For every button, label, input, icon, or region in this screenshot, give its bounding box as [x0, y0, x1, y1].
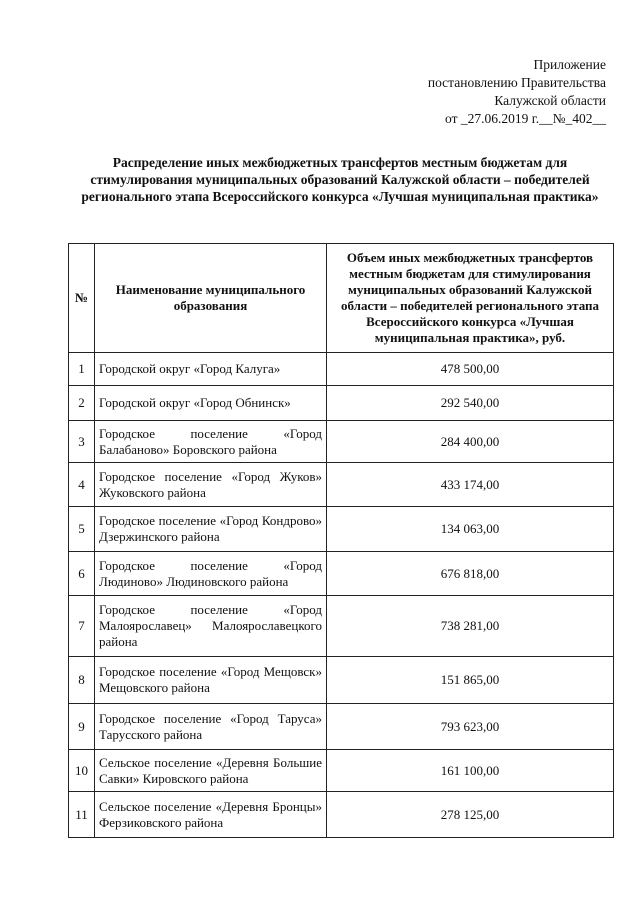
table-row: [69, 552, 614, 596]
row-amount: 676 818,00: [327, 552, 614, 596]
row-name: Городской округ «Город Обнинск»: [95, 386, 327, 421]
row-name: Сельское поселение «Деревня Бронцы» Ферзиковского района: [95, 792, 327, 838]
row-number: 9: [69, 704, 95, 750]
row-number: 11: [69, 792, 95, 838]
row-amount: 134 063,00: [327, 507, 614, 552]
table-header-row: [69, 244, 614, 353]
row-amount: 738 281,00: [327, 596, 614, 657]
row-amount: 478 500,00: [327, 353, 614, 386]
header-amount: Объем иных межбюджетных трансфертов местным бюджетам для стимулирования муниципальных образований Калужской области – победителей регионального этапа Всероссийского конкурса «Лучшая муниципальная практика», руб.: [327, 244, 614, 353]
table-row: [69, 750, 614, 792]
table-row: [69, 421, 614, 463]
appendix-line-2: постановлению Правительства: [427, 75, 606, 90]
row-number: 4: [69, 463, 95, 507]
row-name: Городское поселение «Город Кондрово» Дзержинского района: [95, 507, 327, 552]
row-amount: 284 400,00: [327, 421, 614, 463]
row-name: Городское поселение «Город Мещовск» Мещовского района: [95, 657, 327, 704]
row-name: Сельское поселение «Деревня Большие Савки» Кировского района: [95, 750, 327, 792]
row-number: 3: [69, 421, 95, 463]
row-number: 8: [69, 657, 95, 704]
table-row: [69, 463, 614, 507]
row-name: Городское поселение «Город Балабаново» Боровского района: [95, 421, 327, 463]
table-row: [69, 657, 614, 704]
appendix-line-4: от _27.06.2019 г.__№_402__: [445, 111, 606, 126]
table-row: [69, 507, 614, 552]
table-row: [69, 792, 614, 838]
row-number: 5: [69, 507, 95, 552]
appendix-header: [428, 56, 606, 128]
row-name: Городское поселение «Город Малоярославец» Малоярославецкого района: [95, 596, 327, 657]
row-amount: 151 865,00: [327, 657, 614, 704]
table-row: [69, 353, 614, 386]
row-number: 6: [69, 552, 95, 596]
table-row: [69, 386, 614, 421]
row-amount: 292 540,00: [327, 386, 614, 421]
row-name: Городской округ «Город Калуга»: [95, 353, 327, 386]
appendix-line-1: Приложение: [533, 57, 606, 72]
row-amount: 793 623,00: [327, 704, 614, 750]
row-amount: 161 100,00: [327, 750, 614, 792]
header-name: Наименование муниципального образования: [95, 244, 327, 353]
row-number: 10: [69, 750, 95, 792]
header-number: №: [69, 244, 95, 353]
appendix-line-3: Калужской области: [494, 93, 606, 108]
row-number: 1: [69, 353, 95, 386]
distribution-table: [68, 243, 614, 838]
row-number: 2: [69, 386, 95, 421]
row-number: 7: [69, 596, 95, 657]
table-row: [69, 704, 614, 750]
row-name: Городское поселение «Город Таруса» Тарусского района: [95, 704, 327, 750]
document-title: Распределение иных межбюджетных трансфертов местным бюджетам для стимулирования муниципальных образований Калужской области – победителей регионального этапа Всероссийского конкурса «Лучшая муниципальная практика»: [81, 155, 599, 204]
row-name: Городское поселение «Город Жуков» Жуковского района: [95, 463, 327, 507]
row-amount: 433 174,00: [327, 463, 614, 507]
row-name: Городское поселение «Город Людиново» Людиновского района: [95, 552, 327, 596]
table-row: [69, 596, 614, 657]
row-amount: 278 125,00: [327, 792, 614, 838]
